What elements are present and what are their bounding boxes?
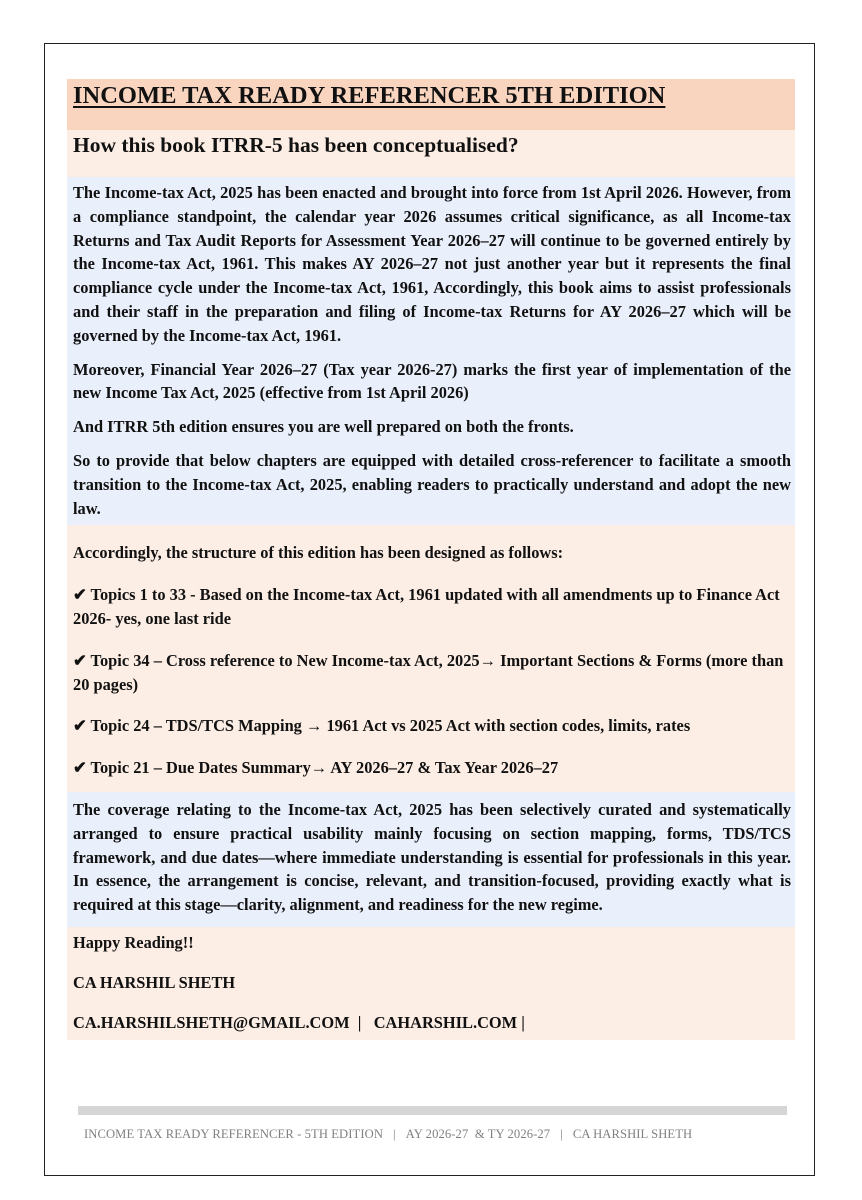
happy-reading-text: Happy Reading!! bbox=[73, 932, 194, 952]
paragraph-coverage: The coverage relating to the Income-tax Act, 2025 has been selectively curated and systematically arranged to ensure practical usability mainly focusing on section mapping, forms, TDS/TCS framework, and due dates—where immediate understanding is essential for professionals in this year. In essence, the arrangement is concise, relevant, and transition-focused, providing exactly what is required at this stage—clarity, alignment, and readiness for the new regime. bbox=[73, 799, 791, 915]
checkmark-icon: ✔ bbox=[73, 585, 87, 605]
bullet-topics-1-33 bbox=[73, 583, 791, 631]
bullet-text: Topic 34 – Cross reference to New Income-tax Act, 2025→ Important Sections & Forms (more than 20 pages) bbox=[73, 650, 784, 694]
checkmark-icon: ✔ bbox=[73, 758, 87, 778]
footer-years: AY 2026-27 & TY 2026-27 bbox=[405, 1127, 551, 1141]
title-block bbox=[67, 79, 795, 130]
author-name: CA HARSHIL SHETH bbox=[73, 972, 236, 992]
paragraph-act-2025-intro: The Income-tax Act, 2025 has been enacted and brought into force from 1st April 2026. However, from a compliance standpoint, the calendar year 2026 assumes critical significance, as all Income-tax Returns and Tax Audit Reports for Assessment Year 2026–27 will continue to be governed entirely by the Income-tax Act, 1961. This makes AY 2026–27 not just another year but it represents the final compliance cycle under the Income-tax Act, 1961, Accordingly, this book aims to assist professionals and their staff in the preparation and filing of Income-tax Returns for AY 2026–27 which will be governed by the Income-tax Act, 1961. bbox=[73, 183, 791, 345]
paragraph-itrr-both-fronts: And ITRR 5th edition ensures you are well prepared on both the fronts. bbox=[73, 417, 574, 437]
checkmark-icon: ✔ bbox=[73, 716, 87, 736]
coverage-section bbox=[67, 792, 795, 927]
bullet-topic-34 bbox=[73, 649, 791, 697]
subtitle-block bbox=[67, 130, 795, 177]
bullet-topic-21 bbox=[73, 756, 791, 780]
paragraph-fy-2026-27: Moreover, Financial Year 2026–27 (Tax year 2026-27) marks the first year of implementation of the new Income Tax Act, 2025 (effective from 1st April 2026) bbox=[73, 359, 791, 403]
page-title: INCOME TAX READY REFERENCER 5TH EDITION bbox=[73, 82, 666, 109]
footer-book-title: INCOME TAX READY REFERENCER - 5TH EDITION bbox=[84, 1127, 384, 1141]
footer-separator: | bbox=[560, 1127, 563, 1141]
intro-section bbox=[67, 177, 795, 525]
page-footer bbox=[84, 1127, 784, 1142]
bullet-text: Topic 21 – Due Dates Summary→ AY 2026–27 & Tax Year 2026–27 bbox=[90, 758, 559, 778]
bullet-topic-24 bbox=[73, 714, 791, 738]
footer-separator: | bbox=[393, 1127, 396, 1141]
author-contact: CA.HARSHILSHETH@GMAIL.COM | CAHARSHIL.COM | bbox=[73, 1012, 525, 1032]
footer-author: CA HARSHIL SHETH bbox=[572, 1127, 693, 1141]
paragraph-structure-intro: Accordingly, the structure of this edition has been designed as follows: bbox=[73, 543, 564, 563]
checkmark-icon: ✔ bbox=[73, 650, 87, 670]
paragraph-cross-referencer: So to provide that below chapters are equipped with detailed cross-referencer to facilitate a smooth transition to the Income-tax Act, 2025, enabling readers to practically understand and adopt the new law. bbox=[73, 450, 791, 518]
bullet-text: Topics 1 to 33 - Based on the Income-tax Act, 1961 updated with all amendments up to Finance Act 2026- yes, one last ride bbox=[73, 585, 780, 628]
structure-section bbox=[67, 525, 795, 792]
bullet-text: Topic 24 – TDS/TCS Mapping → 1961 Act vs 2025 Act with section codes, limits, rates bbox=[90, 716, 691, 736]
page-subtitle: How this book ITRR-5 has been conceptualised? bbox=[73, 133, 519, 157]
footer-divider bbox=[78, 1106, 787, 1115]
closing-section bbox=[67, 927, 795, 1040]
page-content bbox=[67, 79, 795, 1040]
